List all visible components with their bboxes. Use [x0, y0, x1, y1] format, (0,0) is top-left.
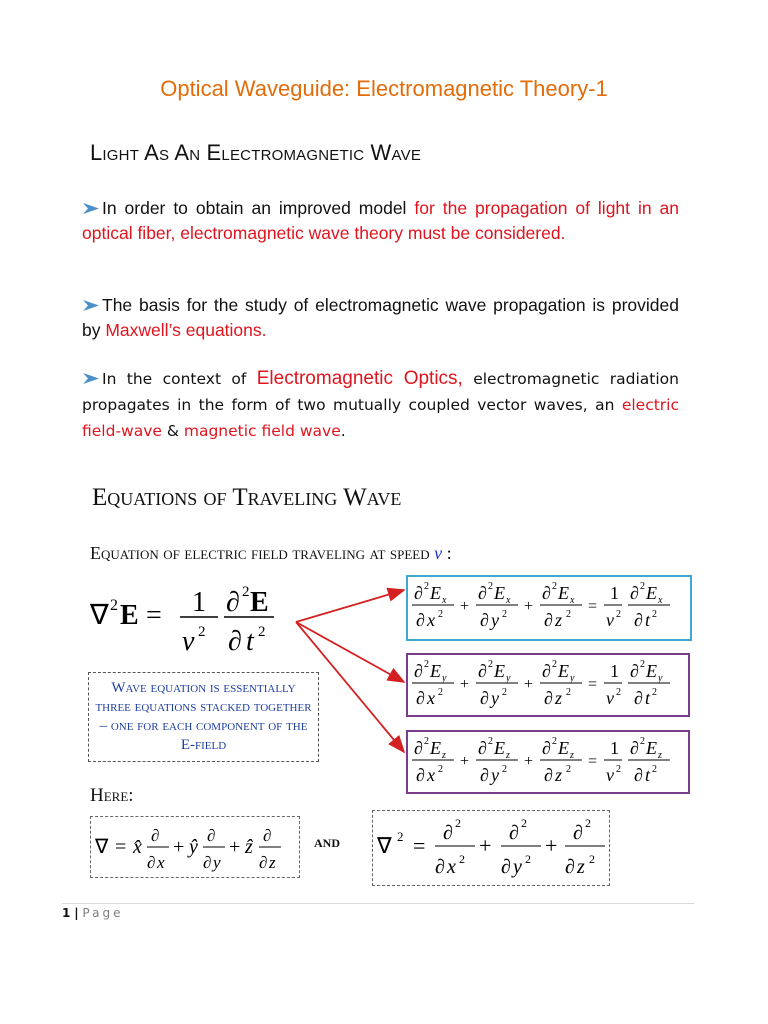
svg-text:∂: ∂ — [435, 856, 445, 878]
partial-symbol: ∂ — [544, 688, 553, 708]
x-component-equation-box — [406, 575, 692, 641]
svg-text:∂: ∂ — [147, 853, 156, 872]
partial-symbol: ∂ — [416, 765, 425, 785]
svg-text:=: = — [115, 836, 127, 858]
field-symbol: E — [430, 661, 441, 681]
here-label: Here: — [90, 785, 134, 806]
bullet-3-text-c: & — [161, 422, 184, 440]
partial-symbol: ∂ — [542, 738, 551, 758]
time-symbol: t — [645, 688, 651, 708]
svg-text:∂: ∂ — [259, 853, 268, 872]
svg-text:t: t — [246, 626, 254, 657]
subscript: y — [570, 673, 575, 684]
exponent: 2 — [488, 659, 493, 670]
nabla-definition-box — [90, 816, 300, 878]
page-word: Page — [82, 906, 124, 920]
field-symbol: E — [558, 583, 569, 603]
svg-text:∂: ∂ — [151, 826, 160, 845]
field-symbol: E — [558, 661, 569, 681]
partial-symbol: ∂ — [630, 738, 639, 758]
exponent: 2 — [552, 659, 557, 670]
exponent: 2 — [566, 764, 571, 775]
svg-text:2: 2 — [397, 829, 404, 844]
field-symbol: E — [558, 738, 569, 758]
partial-symbol: ∂ — [480, 610, 489, 630]
equals-sign: = — [588, 598, 598, 615]
field-symbol: E — [494, 583, 505, 603]
plus-sign: + — [460, 753, 470, 770]
svg-text:∂: ∂ — [226, 587, 240, 618]
svg-text:+: + — [173, 836, 185, 858]
subscript: z — [658, 750, 662, 761]
svg-text:2: 2 — [110, 597, 118, 614]
partial-symbol: ∂ — [416, 688, 425, 708]
numerator-one: 1 — [610, 661, 619, 681]
z-component-equation-box — [406, 730, 690, 794]
component-equation-z — [408, 732, 686, 790]
svg-text:2: 2 — [242, 584, 250, 600]
svg-text:ŷ: ŷ — [189, 836, 198, 858]
svg-text:∂: ∂ — [573, 822, 583, 844]
variable: y — [491, 610, 499, 630]
subscript: y — [442, 673, 447, 684]
subscript: x — [506, 595, 511, 606]
svg-text:E: E — [120, 600, 139, 631]
svg-text:∂: ∂ — [228, 626, 242, 657]
subscript: x — [570, 595, 575, 606]
partial-symbol: ∂ — [630, 583, 639, 603]
subscript: z — [442, 750, 446, 761]
speed-variable: v — [434, 543, 443, 563]
svg-text:+: + — [479, 833, 492, 858]
variable: x — [427, 765, 435, 785]
bullet-3-text-d: . — [340, 422, 346, 440]
exponent: 2 — [502, 764, 507, 775]
exponent: 2 — [552, 581, 557, 592]
field-symbol: E — [430, 583, 441, 603]
numerator-one: 1 — [610, 583, 619, 603]
svg-text:1: 1 — [192, 587, 206, 618]
nabla-definition — [91, 817, 299, 877]
bullet-3-highlight-c: magnetic field wave — [183, 422, 341, 440]
svg-text:∇: ∇ — [377, 833, 392, 858]
exponent: 2 — [616, 764, 621, 775]
field-symbol: E — [646, 738, 657, 758]
bullet-1-text: In order to obtain an improved model — [102, 198, 415, 218]
variable: z — [555, 688, 563, 708]
svg-text:E: E — [250, 587, 269, 618]
svg-text:y: y — [213, 853, 221, 872]
field-symbol: E — [430, 738, 441, 758]
numerator-one: 1 — [610, 738, 619, 758]
variable: y — [491, 765, 499, 785]
partial-symbol: ∂ — [478, 738, 487, 758]
section-heading-traveling-wave: Equations of Traveling Wave — [92, 484, 402, 511]
component-equation-x — [408, 577, 686, 635]
subscript: x — [442, 595, 447, 606]
section-heading-light-wave: Light As An Electromagnetic Wave — [90, 140, 422, 165]
svg-text:∂: ∂ — [565, 856, 575, 878]
svg-text:∇: ∇ — [90, 600, 109, 631]
plus-sign: + — [524, 676, 534, 693]
partial-symbol: ∂ — [478, 661, 487, 681]
svg-text:∂: ∂ — [501, 856, 511, 878]
speed-symbol: v — [606, 610, 614, 630]
svg-text:z: z — [269, 853, 276, 872]
svg-text:=: = — [413, 833, 426, 858]
svg-text:=: = — [146, 600, 162, 631]
exponent: 2 — [616, 687, 621, 698]
partial-symbol: ∂ — [634, 688, 643, 708]
svg-text:2: 2 — [198, 624, 206, 640]
partial-symbol: ∂ — [414, 661, 423, 681]
svg-text:z: z — [577, 856, 585, 878]
exponent: 2 — [652, 687, 657, 698]
bullet-2-text: The basis for the study of electromagnetic wave propagation is provided by — [82, 295, 679, 340]
exponent: 2 — [640, 659, 645, 670]
partial-symbol: ∂ — [630, 661, 639, 681]
exponent: 2 — [616, 609, 621, 620]
exponent: 2 — [438, 687, 443, 698]
field-symbol: E — [494, 738, 505, 758]
svg-text:ẑ: ẑ — [245, 836, 253, 858]
exponent: 2 — [424, 659, 429, 670]
equals-sign: = — [588, 676, 598, 693]
exponent: 2 — [438, 609, 443, 620]
svg-text:∂: ∂ — [203, 853, 212, 872]
time-symbol: t — [645, 610, 651, 630]
speed-symbol: v — [606, 765, 614, 785]
exponent: 2 — [424, 736, 429, 747]
page-number: 1 — [62, 906, 71, 920]
svg-text:+: + — [545, 833, 558, 858]
partial-symbol: ∂ — [542, 583, 551, 603]
equation-intro-colon: : — [442, 543, 452, 563]
exponent: 2 — [640, 736, 645, 747]
time-symbol: t — [645, 765, 651, 785]
svg-text:x: x — [447, 856, 456, 878]
variable: z — [555, 765, 563, 785]
exponent: 2 — [552, 736, 557, 747]
laplacian-definition-box — [372, 810, 610, 886]
svg-text:∂: ∂ — [443, 822, 453, 844]
subscript: x — [658, 595, 663, 606]
equation-intro-text: Equation of electric field traveling at speed — [90, 543, 430, 563]
partial-symbol: ∂ — [414, 738, 423, 758]
partial-symbol: ∂ — [544, 610, 553, 630]
svg-text:2: 2 — [521, 816, 527, 830]
plus-sign: + — [524, 598, 534, 615]
partial-symbol: ∂ — [542, 661, 551, 681]
svg-text:2: 2 — [258, 624, 266, 640]
svg-text:2: 2 — [585, 816, 591, 830]
exponent: 2 — [566, 609, 571, 620]
svg-text:x: x — [157, 853, 165, 872]
svg-text:2: 2 — [589, 852, 595, 866]
exponent: 2 — [502, 687, 507, 698]
footer-rule — [62, 903, 694, 904]
bullet-3-highlight-a: Electromagnetic Optics, — [256, 368, 463, 389]
svg-text:2: 2 — [455, 816, 461, 830]
subscript: z — [506, 750, 510, 761]
field-symbol: E — [646, 661, 657, 681]
svg-text:∂: ∂ — [263, 826, 272, 845]
wave-equation-note: Wave equation is essentially three equations stacked together – one for each component of the E-field — [88, 672, 319, 762]
footer-separator: | — [74, 906, 79, 920]
exponent: 2 — [652, 609, 657, 620]
laplacian-definition — [373, 811, 609, 885]
exponent: 2 — [640, 581, 645, 592]
subscript: y — [506, 673, 511, 684]
arrow-to-x-component — [296, 590, 404, 622]
variable: z — [555, 610, 563, 630]
svg-text:v: v — [182, 626, 195, 657]
svg-text:∇: ∇ — [95, 836, 109, 858]
svg-text:2: 2 — [459, 852, 465, 866]
component-equation-y — [408, 655, 686, 713]
exponent: 2 — [502, 609, 507, 620]
svg-text:2: 2 — [525, 852, 531, 866]
subscript: z — [570, 750, 574, 761]
bullet-3-text-a: In the context of — [102, 370, 257, 388]
plus-sign: + — [460, 676, 470, 693]
partial-symbol: ∂ — [414, 583, 423, 603]
svg-text:+: + — [229, 836, 241, 858]
y-component-equation-box — [406, 653, 690, 717]
exponent: 2 — [488, 581, 493, 592]
variable: x — [427, 688, 435, 708]
subscript: y — [658, 673, 663, 684]
page-footer — [62, 906, 123, 920]
svg-text:y: y — [513, 856, 522, 878]
variable: x — [427, 610, 435, 630]
exponent: 2 — [438, 764, 443, 775]
partial-symbol: ∂ — [416, 610, 425, 630]
plus-sign: + — [460, 598, 470, 615]
svg-text:∂: ∂ — [509, 822, 519, 844]
exponent: 2 — [488, 736, 493, 747]
partial-symbol: ∂ — [480, 765, 489, 785]
bullet-2-highlight: Maxwell’s equations. — [105, 320, 267, 340]
bullet-3-text-b: electromagnetic radiation propagates in the form of two mutually coupled vector waves, an — [82, 370, 679, 414]
partial-symbol: ∂ — [634, 610, 643, 630]
exponent: 2 — [652, 764, 657, 775]
partial-symbol: ∂ — [544, 765, 553, 785]
partial-symbol: ∂ — [634, 765, 643, 785]
bullet-1-highlight: for the propagation of light in an optical fiber, electromagnetic wave theory must be considered. — [82, 198, 679, 243]
equals-sign: = — [588, 753, 598, 770]
field-symbol: E — [646, 583, 657, 603]
field-symbol: E — [494, 661, 505, 681]
variable: y — [491, 688, 499, 708]
speed-symbol: v — [606, 688, 614, 708]
partial-symbol: ∂ — [478, 583, 487, 603]
bullet-3-highlight-b: electric field-wave — [82, 396, 679, 440]
and-label: AND — [314, 836, 340, 850]
svg-text:x̂: x̂ — [133, 836, 142, 858]
exponent: 2 — [566, 687, 571, 698]
document-title: Optical Waveguide: Electromagnetic Theory-1 — [160, 76, 608, 101]
svg-text:∂: ∂ — [207, 826, 216, 845]
exponent: 2 — [424, 581, 429, 592]
partial-symbol: ∂ — [480, 688, 489, 708]
plus-sign: + — [524, 753, 534, 770]
